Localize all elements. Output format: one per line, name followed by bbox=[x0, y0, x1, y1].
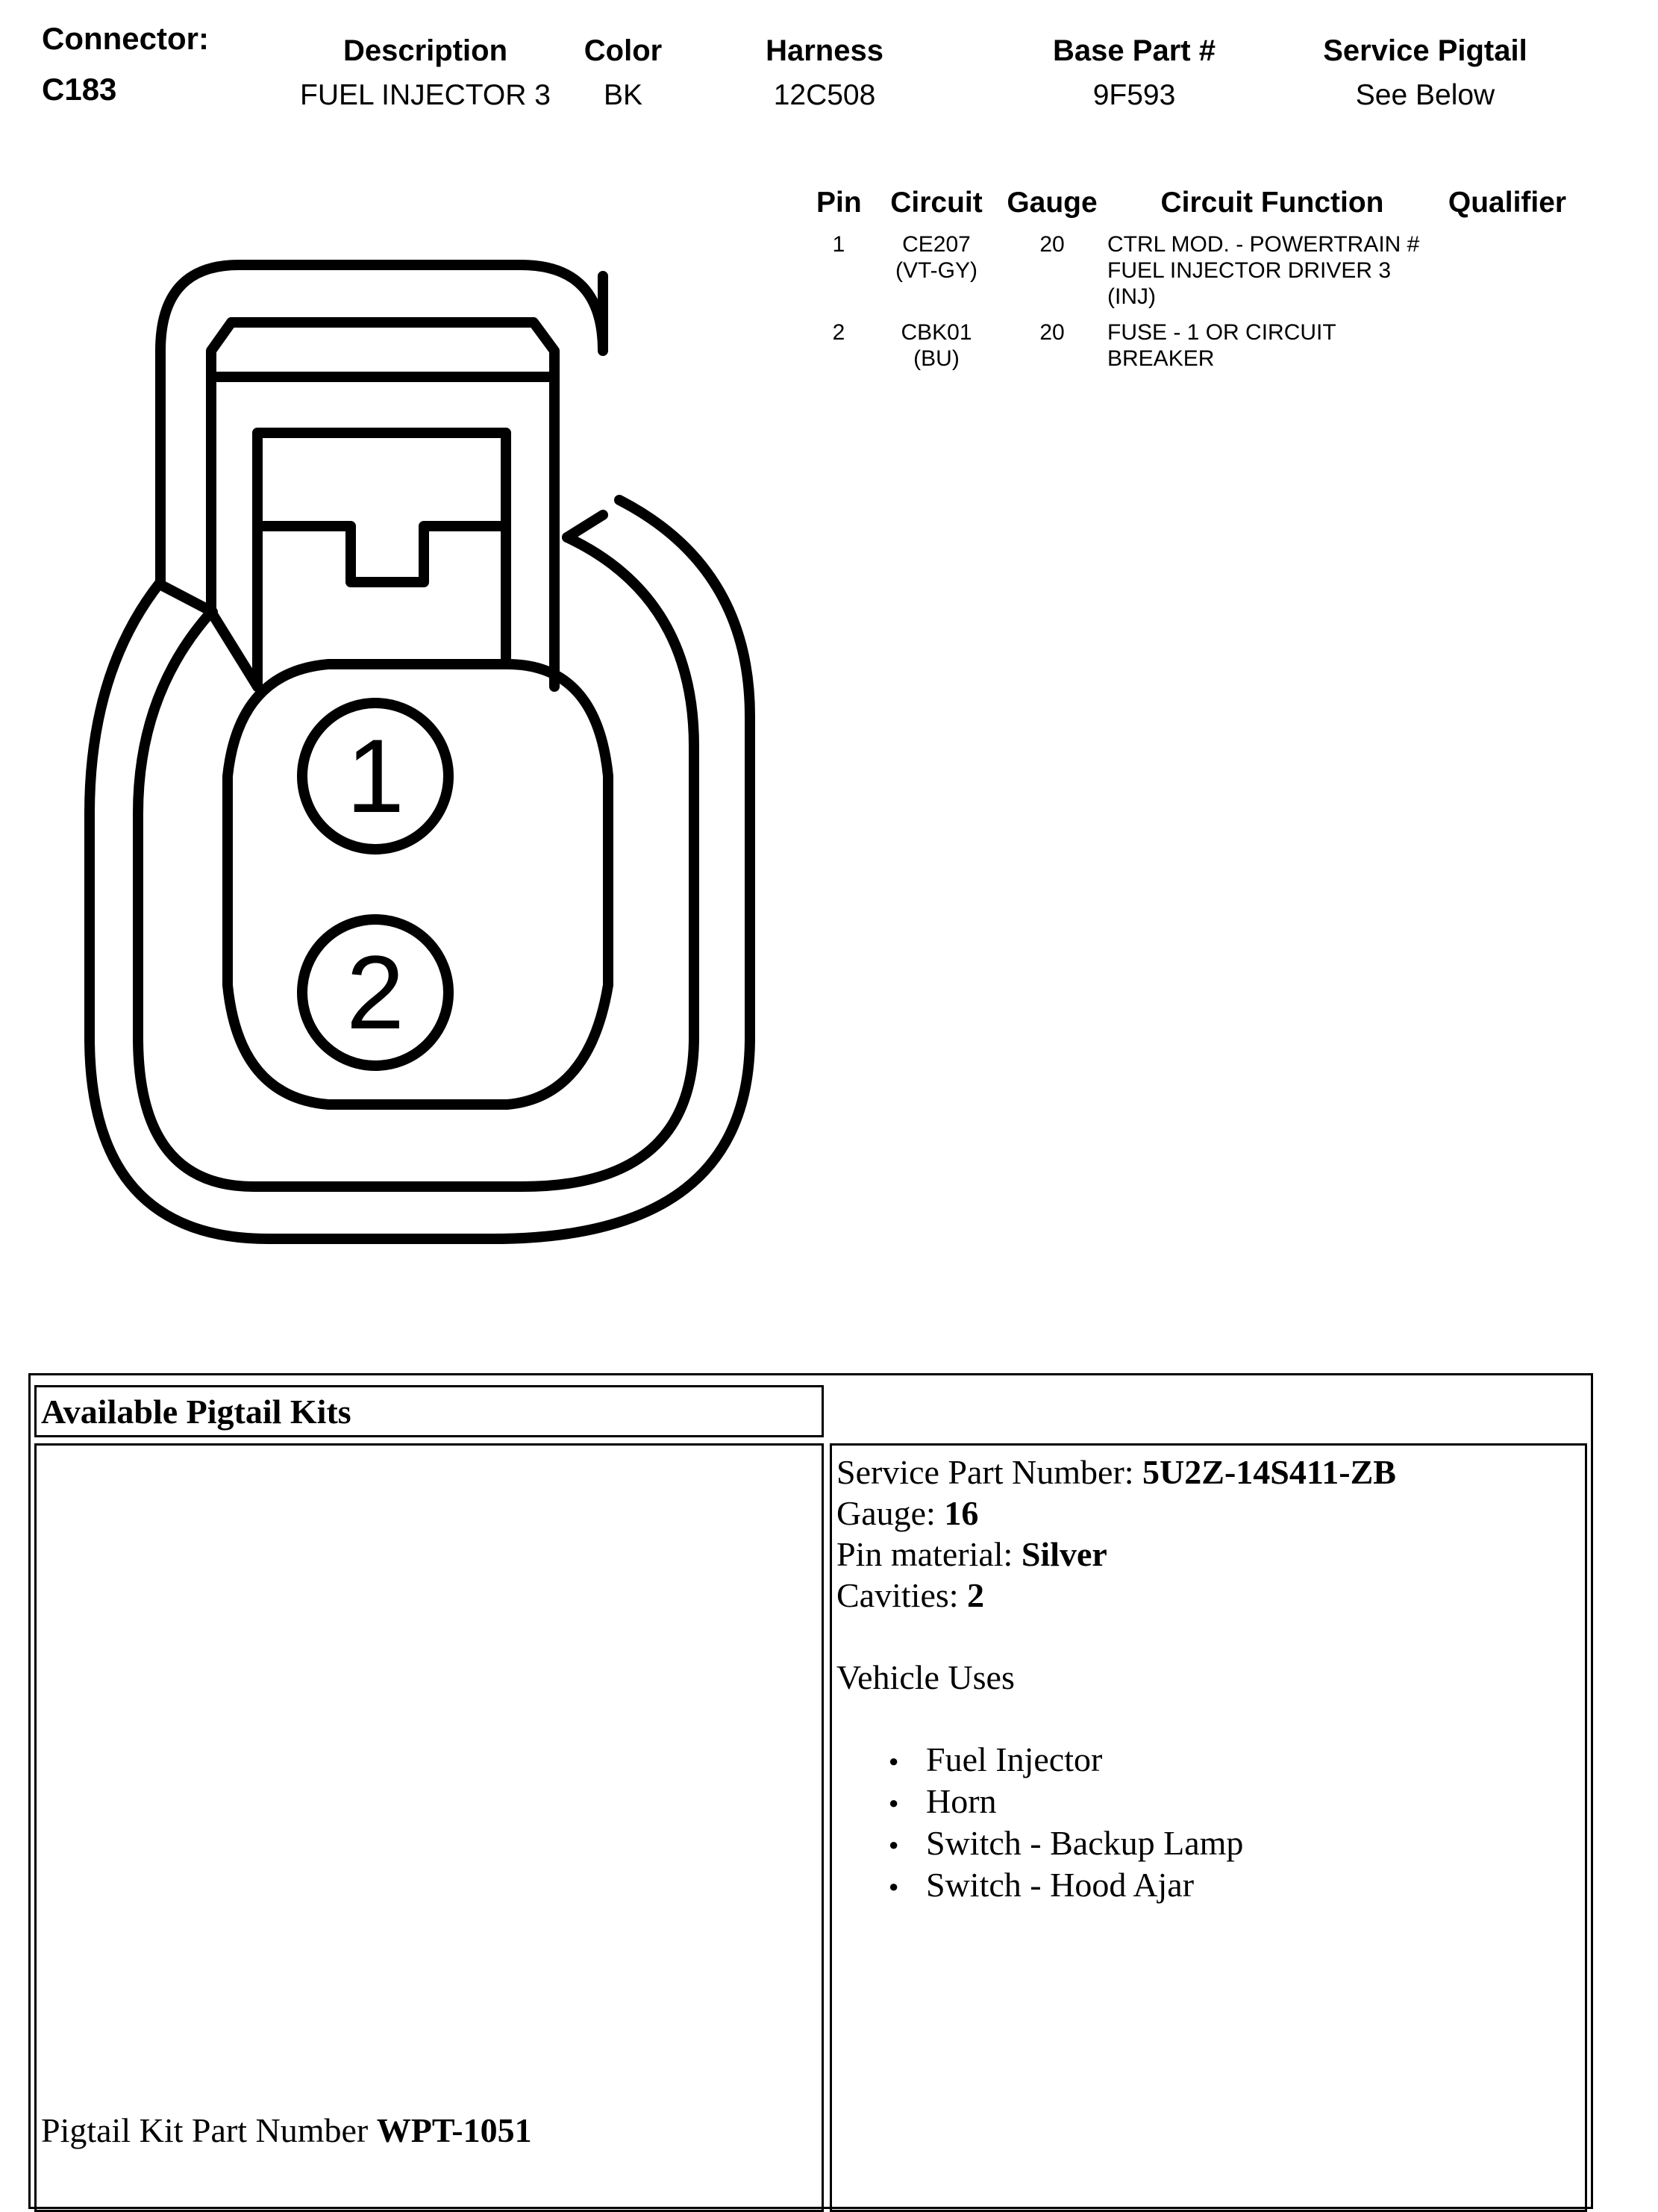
circuit-color-cell: (VT-GY) bbox=[895, 258, 977, 283]
gauge-header: Gauge bbox=[1007, 187, 1098, 219]
list-item: ● Horn bbox=[889, 1781, 1396, 1822]
color-value: BK bbox=[603, 79, 643, 111]
gauge-label: Gauge: bbox=[836, 1494, 945, 1532]
color-title: Color bbox=[584, 34, 663, 67]
list-item: ● Fuel Injector bbox=[889, 1739, 1396, 1781]
pigtail-details-cell bbox=[830, 1443, 1587, 2212]
circuit-cell: CE207 bbox=[902, 232, 971, 257]
pin-material-value: Silver bbox=[1021, 1535, 1107, 1573]
base-part-value: 9F593 bbox=[1092, 79, 1176, 111]
connector-latch-tab bbox=[257, 433, 506, 687]
harness-title: Harness bbox=[766, 34, 883, 67]
circuit-function-line: FUSE - 1 OR CIRCUIT bbox=[1107, 320, 1336, 345]
pin-cell: 2 bbox=[832, 320, 845, 345]
service-part-label: Service Part Number: bbox=[836, 1453, 1143, 1491]
circuit-function-line: CTRL MOD. - POWERTRAIN # bbox=[1107, 232, 1420, 257]
circuit-function-line: (INJ) bbox=[1107, 284, 1156, 309]
circuit-function-line: BREAKER bbox=[1107, 346, 1215, 371]
circuit-header: Circuit bbox=[890, 187, 983, 219]
service-part-line bbox=[836, 1452, 1396, 1493]
pigtail-title-cell bbox=[34, 1385, 824, 1437]
pin-1-label: 1 bbox=[346, 717, 404, 834]
pigtail-title: Available Pigtail Kits bbox=[41, 1393, 351, 1431]
gauge-cell: 20 bbox=[1039, 232, 1065, 257]
pigtail-kit-line bbox=[41, 2110, 532, 2151]
pin-cell: 1 bbox=[832, 232, 845, 257]
gauge-cell: 20 bbox=[1039, 320, 1065, 345]
cavities-line bbox=[836, 1575, 1396, 1616]
connector-latch-tab bbox=[257, 526, 506, 582]
circuit-function-line: FUEL INJECTOR DRIVER 3 bbox=[1107, 258, 1392, 283]
connector-terminal-cavity bbox=[228, 664, 608, 1105]
list-item: ● Switch - Backup Lamp bbox=[889, 1822, 1396, 1864]
pin-material-line bbox=[836, 1534, 1396, 1575]
service-part-value: 5U2Z-14S411-ZB bbox=[1142, 1453, 1396, 1491]
connector-id: C183 bbox=[42, 72, 117, 107]
pin-2-label: 2 bbox=[346, 934, 404, 1051]
cavities-value: 2 bbox=[967, 1576, 985, 1614]
description-title: Description bbox=[342, 34, 508, 67]
service-pigtail-value: See Below bbox=[1355, 79, 1495, 111]
gauge-line bbox=[836, 1493, 1396, 1534]
description-value: FUEL INJECTOR 3 bbox=[300, 79, 551, 111]
connector-diagram bbox=[0, 0, 783, 1284]
vehicle-uses-list bbox=[889, 1739, 1396, 1906]
qualifier-header: Qualifier bbox=[1448, 187, 1567, 219]
pigtail-kit-label: Pigtail Kit Part Number bbox=[41, 2111, 377, 2149]
vehicle-uses-label: Vehicle Uses bbox=[836, 1658, 1015, 1696]
harness-value: 12C508 bbox=[773, 79, 876, 111]
circuit-function-header: Circuit Function bbox=[1160, 187, 1384, 219]
pin-material-label: Pin material: bbox=[836, 1535, 1022, 1573]
circuit-cell: CBK01 bbox=[901, 320, 972, 345]
connector-outer-shell bbox=[90, 265, 750, 1239]
circuit-color-cell: (BU) bbox=[913, 346, 960, 371]
connector-latch-housing bbox=[567, 515, 603, 537]
service-pigtail-title: Service Pigtail bbox=[1323, 34, 1527, 67]
pigtail-kit-number: WPT-1051 bbox=[376, 2111, 532, 2149]
connector-label: Connector: bbox=[42, 21, 209, 56]
list-item: ● Switch - Hood Ajar bbox=[889, 1864, 1396, 1906]
pigtail-kit-cell bbox=[34, 1443, 824, 2212]
cavities-label: Cavities: bbox=[836, 1576, 968, 1614]
base-part-title: Base Part # bbox=[1053, 34, 1216, 67]
gauge-value: 16 bbox=[944, 1494, 979, 1532]
pin-header: Pin bbox=[816, 187, 862, 219]
connector-outer-shell bbox=[163, 586, 213, 612]
